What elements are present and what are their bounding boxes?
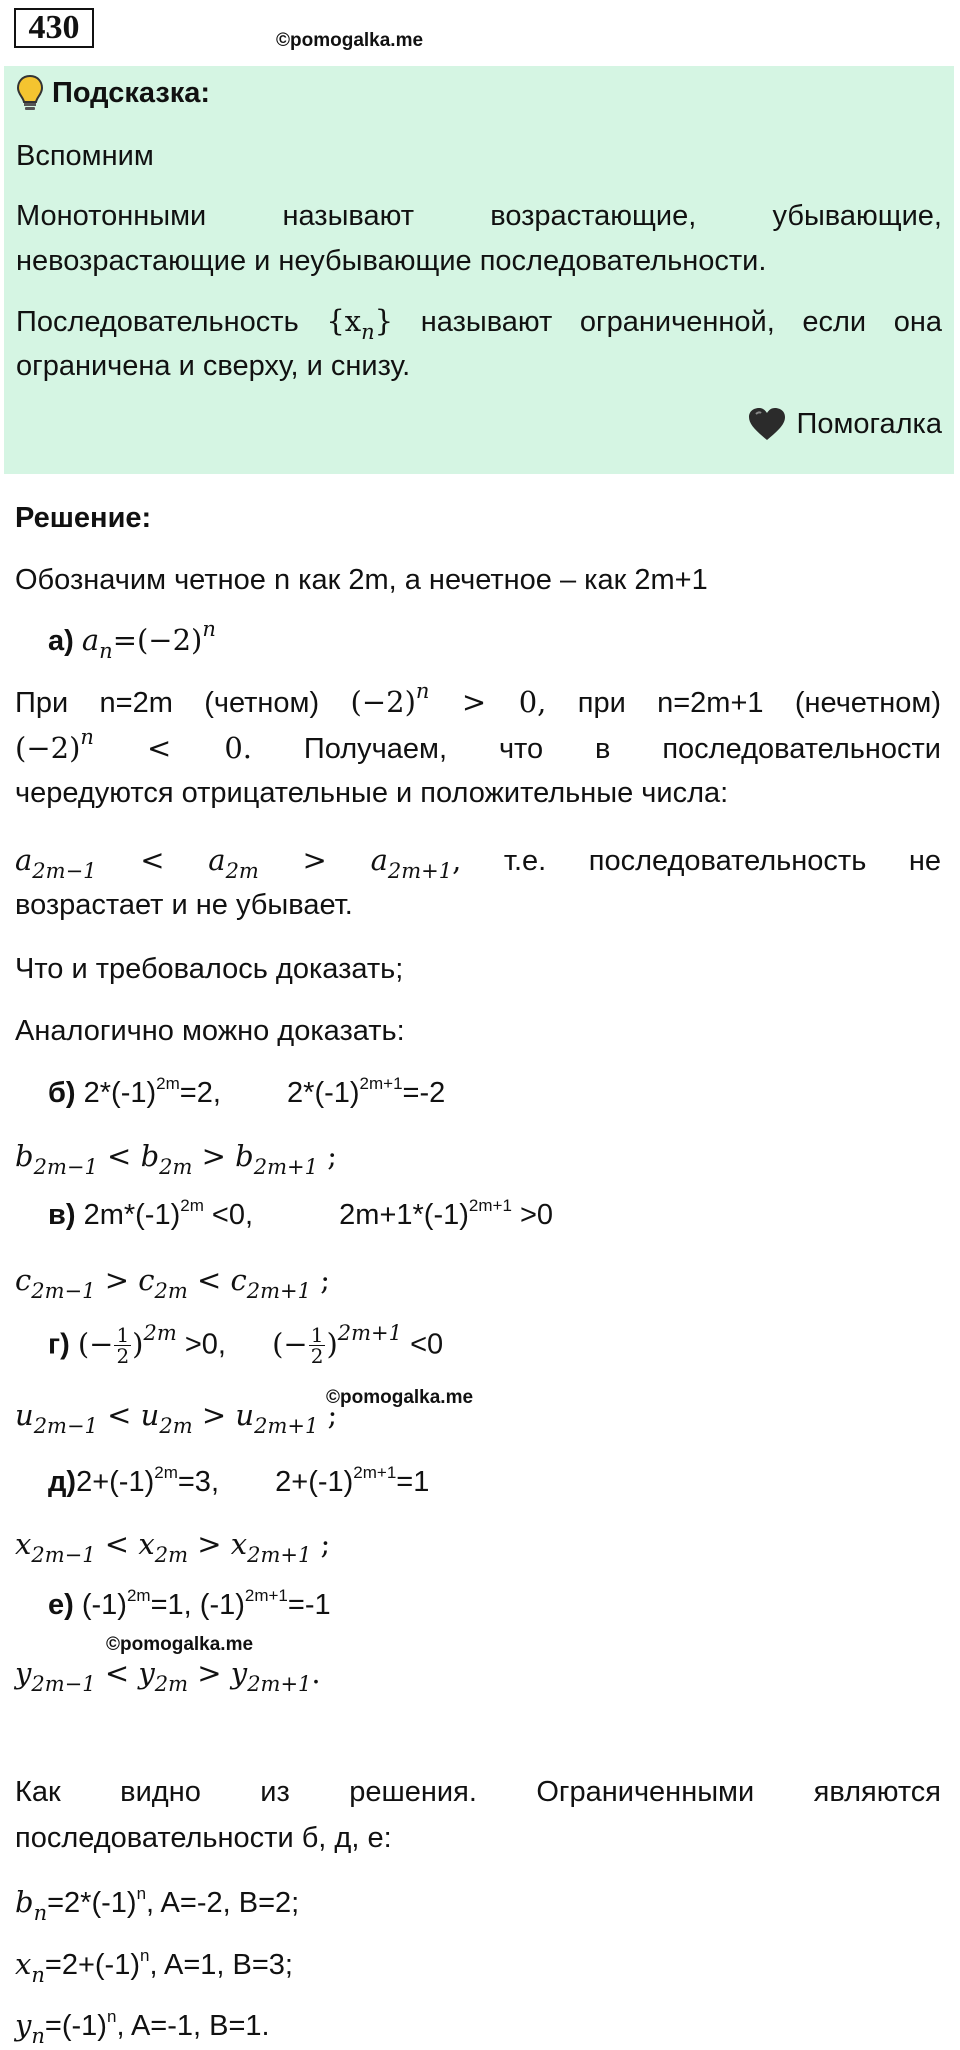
item-a-inequality-line: $a_{2m-1} < a_{2m} > a_{2m+1}$, т.е. последовательность не: [15, 843, 941, 883]
task-number: 430: [14, 8, 94, 48]
conclusion-line2: последовательности б, д, е:: [15, 1822, 392, 1854]
item-v-formula: в) $2m*(-1)^{2m} <0$, $2m+1*(-1)^{2m+1} >0$: [48, 1196, 554, 1231]
heart-icon: [747, 406, 787, 442]
hint-bounded-line2: ограничена и сверху, и снизу.: [16, 350, 411, 382]
item-e-formula: е) $(-1)^{2m}=1$, $(-1)^{2m+1}=-1$: [48, 1586, 331, 1621]
brand-name: Помогалка: [796, 407, 942, 440]
item-a-line1: При n=2m (четном) $(-2)^n > 0$, при n=2m+1 (нечетном): [15, 679, 941, 719]
watermark-top: ©pomogalka.me: [276, 30, 424, 51]
item-e-inequality: $y_{2m-1} < y_{2m} > y_{2m+1}$.: [15, 1656, 321, 1696]
hint-recall: Вспомним: [16, 140, 154, 172]
qed-text: Что и требовалось доказать;: [15, 953, 404, 985]
lightbulb-icon: [16, 74, 44, 112]
item-g-inequality: $u_{2m-1} < u_{2m} > u_{2m+1}$ ;: [15, 1398, 338, 1438]
hint-title-row: [16, 73, 210, 113]
item-a-line3: чередуются отрицательные и положительные числа:: [15, 777, 729, 809]
result-y: $y_n=(-1)^n$, A=-1, B=1.: [15, 2007, 270, 2048]
item-g-formula: г) (− $\frac{1}{2}$ )$^{2m}$ >0, (− $\frac{1}{2}$ )$^{2m+1}$ <0: [48, 1320, 444, 1368]
watermark-middle: ©pomogalka.me: [326, 1387, 474, 1408]
watermark-bottom: ©pomogalka.me: [106, 1634, 254, 1655]
hint-monotone-line2: невозрастающие и неубывающие последовательности.: [16, 245, 767, 277]
result-x: $x_n=2+(-1)^n$, A=1, B=3;: [15, 1946, 293, 1987]
analog-text: Аналогично можно доказать:: [15, 1015, 405, 1047]
hint-monotone-line1: Монотонными называют возрастающие, убывающие,: [16, 200, 942, 232]
hint-bounded-line1: Последовательность $\{x_n\}$ называют ограниченной, если она: [16, 304, 943, 344]
item-a-inequality-line2: возрастает и не убывает.: [15, 889, 353, 921]
item-v-inequality: $c_{2m-1} > c_{2m} < c_{2m+1}$ ;: [15, 1263, 330, 1303]
item-d-inequality: $x_{2m-1} < x_{2m} > x_{2m+1}$ ;: [15, 1527, 331, 1567]
conclusion-line1: Как видно из решения. Ограниченными являются: [15, 1776, 941, 1808]
result-b: $b_n=2*(-1)^n$, A=-2, B=2;: [15, 1884, 300, 1925]
solution-heading: Решение:: [15, 502, 152, 534]
item-a-formula: а) $a_n=(-2)^n$: [48, 617, 216, 663]
brand-badge: [747, 406, 942, 442]
item-b-formula: б) $2*(-1)^{2m}=2$, $2*(-1)^{2m+1}=-2$: [48, 1074, 446, 1109]
hint-box: [4, 66, 954, 474]
item-a-line2: $(-2)^n < 0$. Получаем, что в последовательности: [15, 725, 941, 765]
item-d-formula: $д)2+(-1)^{2m}=3$, $2+(-1)^{2m+1}=1$: [48, 1463, 430, 1498]
item-b-inequality: $b_{2m-1} < b_{2m} > b_{2m+1}$ ;: [15, 1139, 337, 1179]
hint-title: Подсказка:: [52, 76, 211, 109]
solution-intro: Обозначим четное n как 2m, а нечетное – как 2m+1: [15, 564, 708, 596]
